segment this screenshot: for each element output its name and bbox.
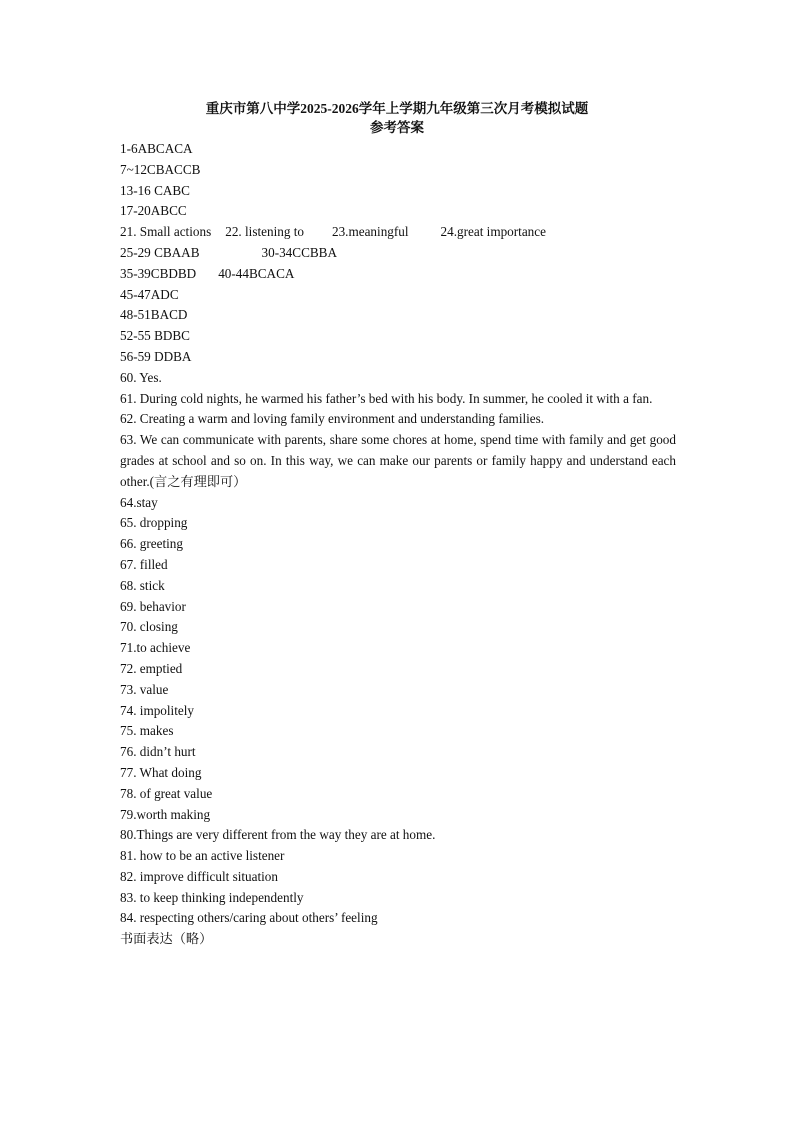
answer-22: 22. listening to (225, 224, 304, 240)
answer-line-7-12: 7~12CBACCB (120, 161, 201, 177)
answer-76: 76. didn’t hurt (120, 744, 196, 760)
answer-line-25-34 (120, 243, 676, 264)
answer-77: 77. What doing (120, 764, 202, 780)
answer-line-1-6: 1-6ABCACA (120, 141, 193, 156)
answer-line-13-16: 13-16 CABC (120, 182, 190, 198)
answer-60: 60. Yes. (120, 369, 162, 385)
answer-84: 84. respecting others/caring about others’ feeling (120, 910, 378, 926)
answer-23: 23.meaningful (331, 224, 409, 240)
answer-83: 83. to keep thinking independently (120, 889, 304, 905)
answer-35-39: 35-39CBDBD (120, 265, 197, 281)
answer-line-52-55: 52-55 BDBC (120, 328, 190, 344)
answer-21: 21. Small actions (120, 224, 212, 240)
answer-40-44: 40-44BCACA (218, 265, 295, 281)
answer-line-48-51: 48-51BACD (120, 307, 188, 323)
answer-61: 61. During cold nights, he warmed his father’s bed with his body. In summer, he cooled it with a fan. (120, 390, 653, 406)
answer-71: 71.to achieve (120, 640, 191, 656)
answer-82: 82. improve difficult situation (120, 868, 278, 884)
answer-24: 24.great importance (440, 224, 546, 240)
page-title: 重庆市第八中学2025-2026学年上学期九年级第三次月考模拟试题 (205, 101, 589, 116)
answer-66: 66. greeting (120, 536, 183, 552)
answer-line-35-44 (120, 264, 676, 285)
answer-81: 81. how to be an active listener (120, 848, 285, 864)
page-subtitle: 参考答案 (370, 120, 424, 135)
writing-note: 书面表达（略） (120, 931, 213, 947)
answer-74: 74. impolitely (120, 702, 194, 718)
answer-list (120, 139, 676, 950)
answer-67: 67. filled (120, 556, 168, 572)
answer-65: 65. dropping (120, 515, 188, 531)
answer-30-34: 30-34CCBBA (261, 244, 337, 260)
answer-line-45-47: 45-47ADC (120, 286, 179, 302)
answer-70: 70. closing (120, 619, 178, 635)
answer-73: 73. value (120, 681, 169, 697)
answer-69: 69. behavior (120, 598, 186, 614)
answer-25-29: 25-29 CBAAB (120, 244, 200, 260)
answer-62: 62. Creating a warm and loving family environment and understanding families. (120, 411, 545, 427)
answer-line-17-20: 17-20ABCC (120, 203, 187, 219)
answer-75: 75. makes (120, 723, 174, 739)
answer-68: 68. stick (120, 577, 165, 593)
answer-line-21-24 (120, 222, 676, 243)
answer-line-56-59: 56-59 DDBA (120, 348, 192, 364)
answer-64: 64.stay (120, 494, 158, 510)
answer-80: 80.Things are very different from the way they are at home. (120, 827, 436, 843)
answer-72: 72. emptied (120, 660, 183, 676)
answer-79: 79.worth making (120, 806, 211, 822)
answer-63: 63. We can communicate with parents, share some chores at home, spend time with family and get good grades at school and so on. In this way, we can make our parents or family happy and understand each other.(言之有理即可） (120, 432, 676, 489)
answer-78: 78. of great value (120, 785, 213, 801)
